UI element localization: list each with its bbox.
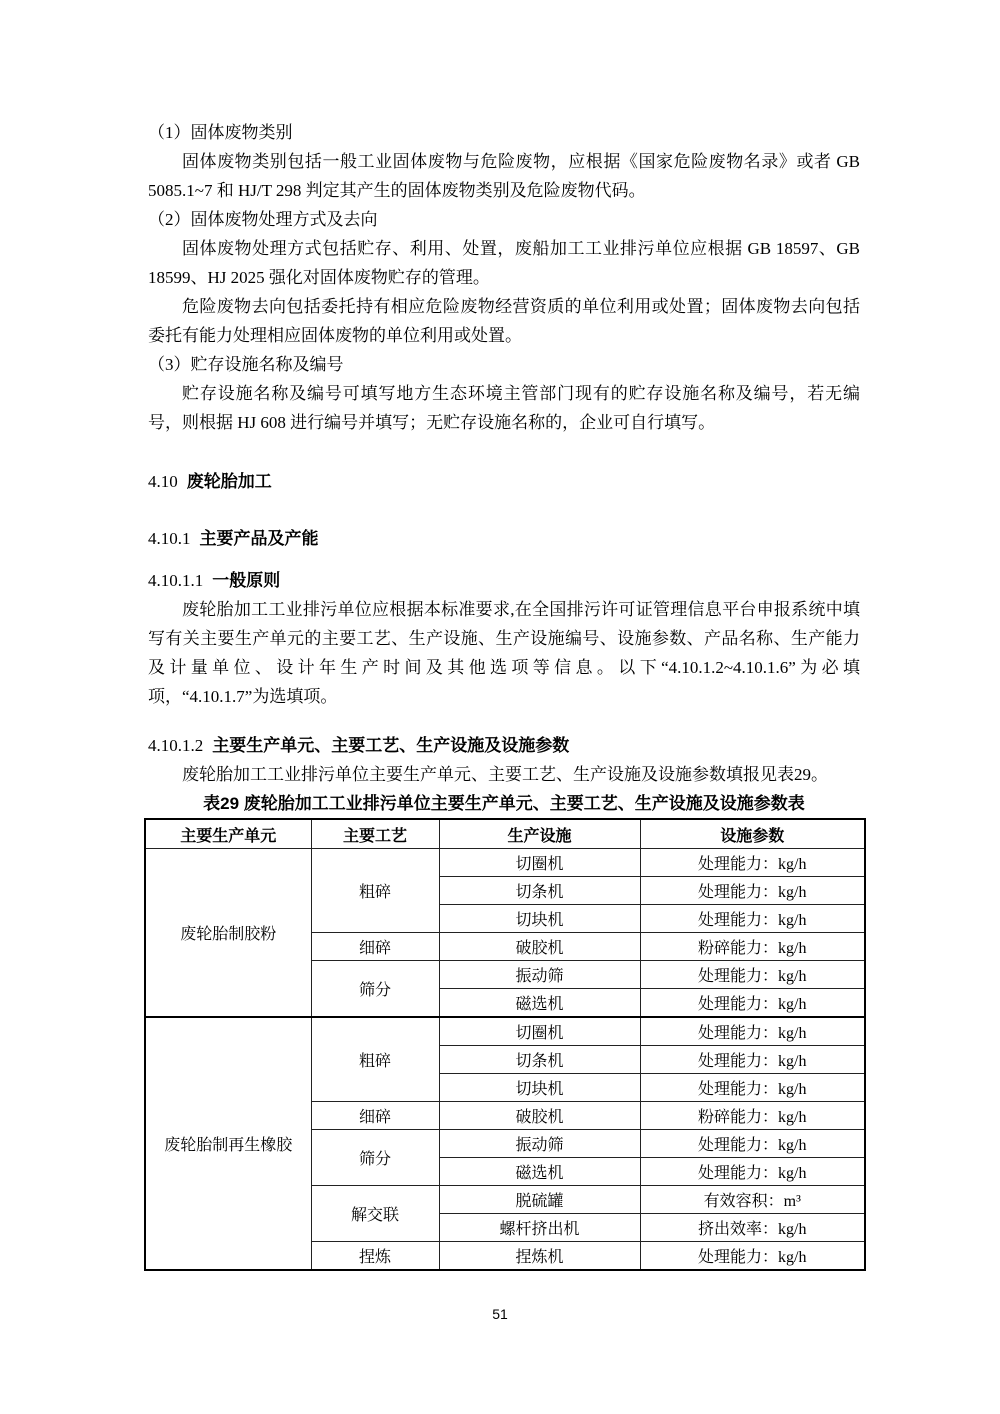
table-cell-param: 处理能力：kg/h — [640, 849, 865, 877]
table-cell-facility: 捏炼机 — [439, 1242, 640, 1271]
section-heading-4-10-1 — [148, 524, 860, 553]
table-cell-facility: 切圈机 — [439, 1017, 640, 1046]
section-number: 4.10.1 — [148, 529, 191, 548]
table-cell-process: 粗碎 — [311, 1017, 439, 1102]
table-cell-param: 粉碎能力：kg/h — [640, 1102, 865, 1130]
table-cell-param: 处理能力：kg/h — [640, 1158, 865, 1186]
table-cell-process: 粗碎 — [311, 849, 439, 933]
section-number: 4.10.1.1 — [148, 571, 204, 590]
section-number: 4.10 — [148, 472, 178, 491]
table-cell-unit: 废轮胎制胶粉 — [145, 849, 311, 1018]
table-cell-param: 处理能力：kg/h — [640, 1130, 865, 1158]
table-cell-param: 粉碎能力：kg/h — [640, 933, 865, 961]
table-cell-process: 筛分 — [311, 961, 439, 1018]
column-header-param: 设施参数 — [640, 819, 865, 849]
section-heading-4-10-1-1 — [148, 566, 860, 595]
table-cell-param: 处理能力：kg/h — [640, 905, 865, 933]
table-cell-facility: 磁选机 — [439, 989, 640, 1018]
table-cell-process: 细碎 — [311, 933, 439, 961]
table-cell-facility: 切块机 — [439, 1074, 640, 1102]
table-cell-unit: 废轮胎制再生橡胶 — [145, 1017, 311, 1270]
table-29 — [144, 818, 866, 1271]
table-cell-facility: 磁选机 — [439, 1158, 640, 1186]
paragraph-solid-waste-category: 固体废物类别包括一般工业固体废物与危险废物，应根据《国家危险废物名录》或者 GB 5085.1~7 和 HJ/T 298 判定其产生的固体废物类别及危险废物代码。 — [148, 152, 860, 200]
table-cell-facility: 破胶机 — [439, 933, 640, 961]
section-number: 4.10.1.2 — [148, 736, 204, 755]
table-29-title: 表29 废轮胎加工工业排污单位主要生产单元、主要工艺、生产设施及设施参数表 — [203, 794, 805, 813]
table-cell-param: 有效容积：m³ — [640, 1186, 865, 1214]
paragraph-table-intro: 废轮胎加工工业排污单位主要生产单元、主要工艺、生产设施及设施参数填报见表29。 — [182, 765, 828, 784]
item-heading-3: （3）贮存设施名称及编号 — [148, 355, 344, 374]
table-cell-param: 处理能力：kg/h — [640, 1074, 865, 1102]
paragraph-hazardous-waste-destination: 危险废物去向包括委托持有相应危险废物经营资质的单位利用或处置；固体废物去向包括委托有能力处理相应固体废物的单位利用或处置。 — [148, 297, 860, 345]
section-title: 主要产品及产能 — [199, 529, 319, 548]
table-cell-facility: 破胶机 — [439, 1102, 640, 1130]
table-cell-process: 解交联 — [311, 1186, 439, 1242]
table-cell-param: 处理能力：kg/h — [640, 1046, 865, 1074]
table-cell-param: 处理能力：kg/h — [640, 961, 865, 989]
paragraph-treatment-method: 固体废物处理方式包括贮存、利用、处置，废船加工工业排污单位应根据 GB 18597、GB 18599、HJ 2025 强化对固体废物贮存的管理。 — [148, 239, 860, 287]
page-number: 51 — [492, 1306, 508, 1322]
table-cell-process: 捏炼 — [311, 1242, 439, 1271]
table-cell-process: 筛分 — [311, 1130, 439, 1186]
section-heading-4-10 — [148, 467, 860, 496]
table-cell-param: 挤出效率：kg/h — [640, 1214, 865, 1242]
table-cell-facility: 脱硫罐 — [439, 1186, 640, 1214]
table-row — [145, 849, 865, 877]
section-title: 主要生产单元、主要工艺、生产设施及设施参数 — [212, 736, 570, 755]
paragraph-storage-facility: 贮存设施名称及编号可填写地方生态环境主管部门现有的贮存设施名称及编号，若无编号，则根据 HJ 608 进行编号并填写；无贮存设施名称的，企业可自行填写。 — [148, 384, 860, 432]
section-title: 废轮胎加工 — [186, 472, 272, 491]
table-cell-param: 处理能力：kg/h — [640, 877, 865, 905]
table-cell-facility: 螺杆挤出机 — [439, 1214, 640, 1242]
table-cell-facility: 切圈机 — [439, 849, 640, 877]
item-heading-2: （2）固体废物处理方式及去向 — [148, 210, 378, 229]
table-cell-facility: 切块机 — [439, 905, 640, 933]
table-cell-facility: 振动筛 — [439, 1130, 640, 1158]
table-cell-facility: 振动筛 — [439, 961, 640, 989]
table-row — [145, 1017, 865, 1046]
table-cell-facility: 切条机 — [439, 877, 640, 905]
paragraph-general-principle: 废轮胎加工工业排污单位应根据本标准要求,在全国排污许可证管理信息平台申报系统中填写有关主要生产单元的主要工艺、生产设施、生产设施编号、设施参数、产品名称、生产能力及计量单位、设计年生产时间及其他选项等信息。以下“4.10.1.2~4.10.1.6”为必填项，“4.10.1.7”为选填项。 — [148, 600, 860, 706]
column-header-process: 主要工艺 — [311, 819, 439, 849]
column-header-facility: 生产设施 — [439, 819, 640, 849]
table-cell-process: 细碎 — [311, 1102, 439, 1130]
table-cell-param: 处理能力：kg/h — [640, 989, 865, 1018]
page-content — [148, 118, 860, 1271]
column-header-unit: 主要生产单元 — [145, 819, 311, 849]
table-cell-facility: 切条机 — [439, 1046, 640, 1074]
table-cell-param: 处理能力：kg/h — [640, 1017, 865, 1046]
item-heading-1: （1）固体废物类别 — [148, 123, 293, 142]
section-title: 一般原则 — [212, 571, 281, 590]
section-heading-4-10-1-2 — [148, 731, 860, 760]
table-cell-param: 处理能力：kg/h — [640, 1242, 865, 1271]
table-header-row — [145, 819, 865, 849]
